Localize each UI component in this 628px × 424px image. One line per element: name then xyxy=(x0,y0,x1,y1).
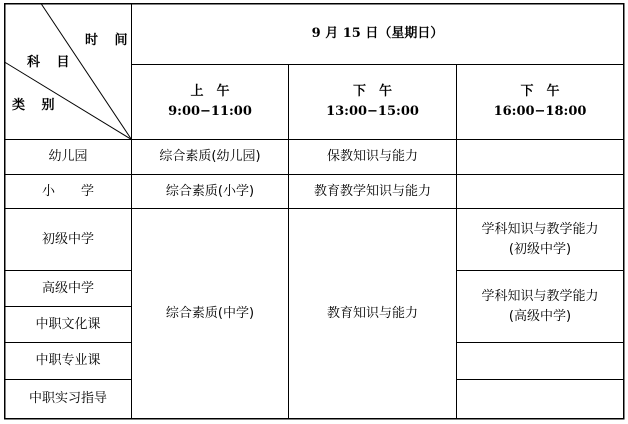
subject-junior-late-afternoon xyxy=(457,209,623,270)
date-header-text: 9 月 15 日（星期日） xyxy=(311,26,444,41)
subject-primary-morning xyxy=(132,175,288,208)
subject-label: 综合素质(小学) xyxy=(165,183,255,199)
category-kindergarten xyxy=(5,140,131,174)
category-vocational-culture xyxy=(5,307,131,342)
category-label: 中职实习指导 xyxy=(28,391,107,406)
category-primary xyxy=(5,175,131,208)
subject-label: 学科知识与教学能力 xyxy=(481,288,599,304)
category-label: 高级中学 xyxy=(41,280,94,296)
subject-qualifier: (初级中学) xyxy=(508,241,572,257)
subject-senior-late-afternoon xyxy=(457,271,623,342)
subject-kindergarten-morning xyxy=(132,140,288,174)
date-header xyxy=(132,4,623,64)
category-senior-middle xyxy=(5,271,131,306)
session-time: 9:00−11:00 xyxy=(168,104,252,119)
session-name: 下 午 xyxy=(520,84,560,99)
subject-label: 保教知识与能力 xyxy=(326,149,418,164)
category-vocational-specialty xyxy=(5,343,131,379)
corner-category-label: 类 别 xyxy=(12,98,61,113)
corner-subject-label: 科 目 xyxy=(27,55,76,70)
session-header-afternoon xyxy=(289,65,456,139)
subject-secondary-morning xyxy=(132,209,288,418)
session-time: 13:00−15:00 xyxy=(326,104,419,119)
category-label: 幼儿园 xyxy=(48,149,88,164)
corner-time-label: 时 间 xyxy=(85,33,134,48)
subject-label: 教育知识与能力 xyxy=(326,305,418,321)
session-time: 16:00−18:00 xyxy=(493,104,587,119)
subject-kindergarten-afternoon xyxy=(289,140,456,174)
category-label: 中职专业课 xyxy=(35,353,101,368)
category-label: 小 学 xyxy=(41,183,94,199)
category-vocational-internship xyxy=(5,380,131,418)
session-header-morning xyxy=(132,65,288,139)
subject-secondary-afternoon xyxy=(289,209,456,418)
session-header-late-afternoon xyxy=(457,65,623,139)
subject-label: 学科知识与教学能力 xyxy=(481,221,599,237)
subject-primary-afternoon xyxy=(289,175,456,208)
subject-qualifier: (高级中学) xyxy=(508,308,572,324)
category-junior-middle xyxy=(5,209,131,270)
subject-label: 综合素质(中学) xyxy=(165,305,255,321)
session-name: 下 午 xyxy=(352,84,392,99)
session-name: 上 午 xyxy=(190,84,230,99)
subject-label: 教育教学知识与能力 xyxy=(313,183,431,199)
category-label: 初级中学 xyxy=(41,231,94,247)
category-label: 中职文化课 xyxy=(35,316,101,332)
subject-label: 综合素质(幼儿园) xyxy=(159,149,261,164)
